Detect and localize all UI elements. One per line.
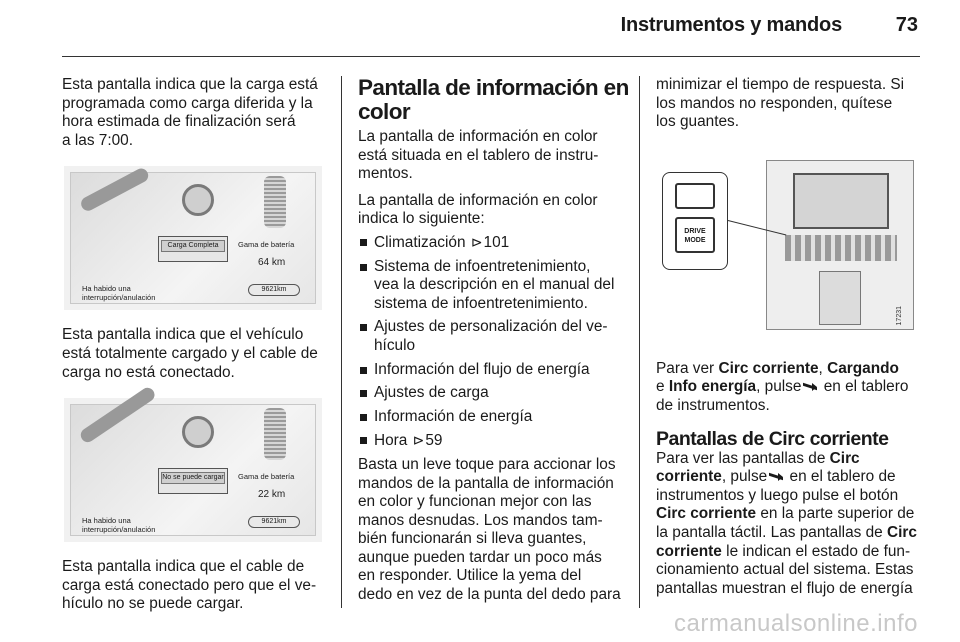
control-buttons (785, 235, 897, 261)
range-label: Gama de batería (238, 240, 295, 250)
paragraph-touch (358, 456, 628, 605)
header-rule (62, 56, 920, 57)
drive-mode-label-1: DRIVE (684, 227, 706, 235)
energy-button-icon (675, 183, 715, 209)
page-reference[interactable]: 59 (425, 432, 443, 450)
range-value: 22 km (258, 489, 286, 501)
text-line (656, 450, 924, 469)
header-title: Instrumentos y mandos (620, 14, 842, 36)
text-line: manos desnudas. Los mandos tam- (358, 511, 603, 529)
list-item-text: Climatización (374, 233, 466, 251)
paragraph-intro (358, 192, 628, 229)
column-left (62, 76, 324, 622)
status-box-label: Carga Completa (161, 240, 225, 252)
paragraph-cannot-charge (62, 558, 324, 614)
text-line: está situada en el tablero de instru- (358, 146, 599, 164)
message-line-1: Ha habido una (82, 284, 131, 294)
bullet-icon (360, 390, 367, 397)
range-label: Gama de batería (238, 472, 295, 482)
text-line: en responder. Utilice la yema del (358, 567, 582, 585)
text-line (656, 360, 924, 379)
text-line: está totalmente cargado y el cable de (62, 344, 318, 362)
text-line: La pantalla de información en color (358, 191, 598, 209)
text-line: los guantes. (656, 113, 739, 131)
drive-mode-button (675, 217, 715, 253)
list-item (358, 318, 628, 355)
watermark: carmanualsonline.info (674, 610, 918, 637)
figure-code: 17231 (896, 306, 904, 326)
text-run: en la parte superior de (756, 505, 915, 523)
drive-mode-label-2: MODE (684, 236, 706, 244)
battery-icon (264, 408, 286, 460)
section-heading (358, 76, 628, 124)
bullet-icon (360, 324, 367, 331)
text-line: dedo en vez de la punta del dedo para (358, 586, 621, 604)
bold-term: Cargando (827, 359, 899, 377)
bullet-icon (360, 437, 367, 444)
text-line: en color y funcionan mejor con las (358, 493, 592, 511)
heading-line: color (358, 99, 411, 124)
list-item-text: sistema de infoentretenimiento. (374, 294, 588, 312)
list-item-text: Información del flujo de energía (374, 360, 590, 378)
bullet-icon (360, 367, 367, 374)
drive-mode-callout (662, 172, 728, 270)
center-console (766, 160, 914, 330)
paragraph-gloves (656, 76, 924, 132)
text-line: carga está conectado pero que el ve- (62, 576, 317, 594)
paragraph-view-screens (656, 360, 924, 416)
list-item (358, 361, 628, 380)
bullet-icon (360, 264, 367, 271)
text-line (656, 543, 924, 562)
list-item-text: vea la descripción en el manual del (374, 276, 615, 294)
text-line: a las 7:00. (62, 131, 134, 149)
status-box (158, 468, 228, 494)
text-line: mandos de la pantalla de información (358, 474, 614, 492)
text-line: los mandos no responden, quítese (656, 94, 893, 112)
text-run: en el tablero de (785, 468, 896, 486)
text-run: , pulse (721, 468, 768, 486)
feature-list (358, 233, 628, 451)
odometer-pill: 9621km (248, 284, 300, 296)
page-number: 73 (895, 14, 918, 36)
cannot-charge-screen-figure (64, 398, 322, 542)
bold-term: Circ (887, 523, 917, 541)
range-value: 64 km (258, 257, 286, 269)
list-item-text: Información de energía (374, 407, 533, 425)
column-rule-left (341, 76, 342, 608)
text-line (656, 468, 924, 487)
text-line: Basta un leve toque para accionar los (358, 455, 616, 473)
text-line: hículo no se puede cargar. (62, 595, 244, 613)
odometer-pill: 9621km (248, 516, 300, 528)
text-line: La pantalla de información en color (358, 128, 598, 145)
energy-button-icon (803, 382, 817, 392)
list-item-text: Ajustes de carga (374, 384, 489, 402)
text-line: instrumentos y luego pulse el botón (656, 486, 899, 504)
bold-term: Circ corriente (656, 505, 757, 523)
bold-term: corriente (656, 542, 722, 560)
message-line-1: Ha habido una (82, 516, 131, 526)
text-line: carga no está conectado. (62, 363, 235, 381)
text-run: en el tablero (819, 378, 909, 396)
text-run: e (656, 378, 669, 396)
energy-button-icon (769, 472, 783, 482)
list-item (358, 384, 628, 403)
text-line (656, 378, 924, 397)
bold-term: Info energía (668, 378, 757, 396)
list-item (358, 408, 628, 427)
text-run: le indican el estado de fun- (721, 542, 911, 560)
text-run: , pulse (756, 378, 802, 396)
bold-term: Circ (829, 449, 860, 467)
text-line: hora estimada de finalización será (62, 113, 296, 131)
text-line: indica lo siguiente: (358, 210, 485, 228)
text-line: Esta pantalla indica que el cable de (62, 558, 305, 576)
bold-term: Circ corriente (718, 359, 819, 377)
paragraph-deferred-charge (62, 76, 324, 150)
dashboard-figure (662, 158, 916, 334)
text-line (656, 505, 924, 524)
text-run: Para ver (656, 359, 719, 377)
page-reference-icon: ⊳ (412, 432, 425, 449)
subsection-heading: Pantallas de Circ corriente (656, 427, 889, 450)
text-line: cionamiento actual del sistema. Estas (656, 561, 914, 579)
text-line: aunque pueden tardar un poco más (358, 548, 602, 566)
text-line (656, 524, 924, 543)
text-line: Esta pantalla indica que el vehículo (62, 326, 304, 344)
list-item (358, 431, 628, 451)
text-line: pantallas muestran el flujo de energía (656, 579, 913, 597)
bullet-icon (360, 414, 367, 421)
list-item-text: Sistema de infoentretenimiento, (374, 257, 591, 275)
column-rule-right (639, 76, 640, 608)
paragraph-fully-charged (62, 326, 324, 382)
paragraph-location (358, 128, 628, 184)
text-run: , (818, 359, 828, 377)
status-box-label: No se puede cargar (161, 472, 225, 484)
charge-complete-screen-figure (64, 166, 322, 310)
text-run: Para ver las pantallas de (656, 449, 830, 467)
paragraph-circ-screens (656, 450, 924, 599)
list-item (358, 258, 628, 314)
page-reference-icon: ⊳ (470, 233, 483, 250)
charge-port-icon (182, 416, 214, 448)
text-line: minimizar el tiempo de respuesta. Si (656, 76, 905, 93)
column-middle (358, 76, 628, 613)
status-box (158, 236, 228, 262)
heading-line: Pantalla de información en (358, 75, 629, 100)
list-item-text: hículo (374, 336, 416, 354)
gear-selector (819, 271, 861, 325)
list-item-text: Ajustes de personalización del ve- (374, 318, 608, 336)
page-reference[interactable]: 101 (483, 233, 510, 251)
text-line: de instrumentos. (656, 396, 770, 414)
bold-term: corriente (656, 468, 722, 486)
text-line: programada como carga diferida y la (62, 94, 313, 112)
text-line: bién funcionarán si lleva guantes, (358, 530, 587, 548)
text-run: la pantalla táctil. Las pantallas de (656, 523, 888, 541)
column-right (656, 76, 924, 606)
text-line: Esta pantalla indica que la carga está (62, 76, 318, 93)
message-line-2: interrupción/anulación (82, 525, 156, 535)
bullet-icon (360, 239, 367, 246)
message-line-2: interrupción/anulación (82, 293, 156, 303)
text-line: mentos. (358, 165, 413, 183)
info-display (793, 173, 889, 229)
list-item-text: Hora (374, 432, 408, 450)
battery-icon (264, 176, 286, 228)
list-item (358, 233, 628, 253)
